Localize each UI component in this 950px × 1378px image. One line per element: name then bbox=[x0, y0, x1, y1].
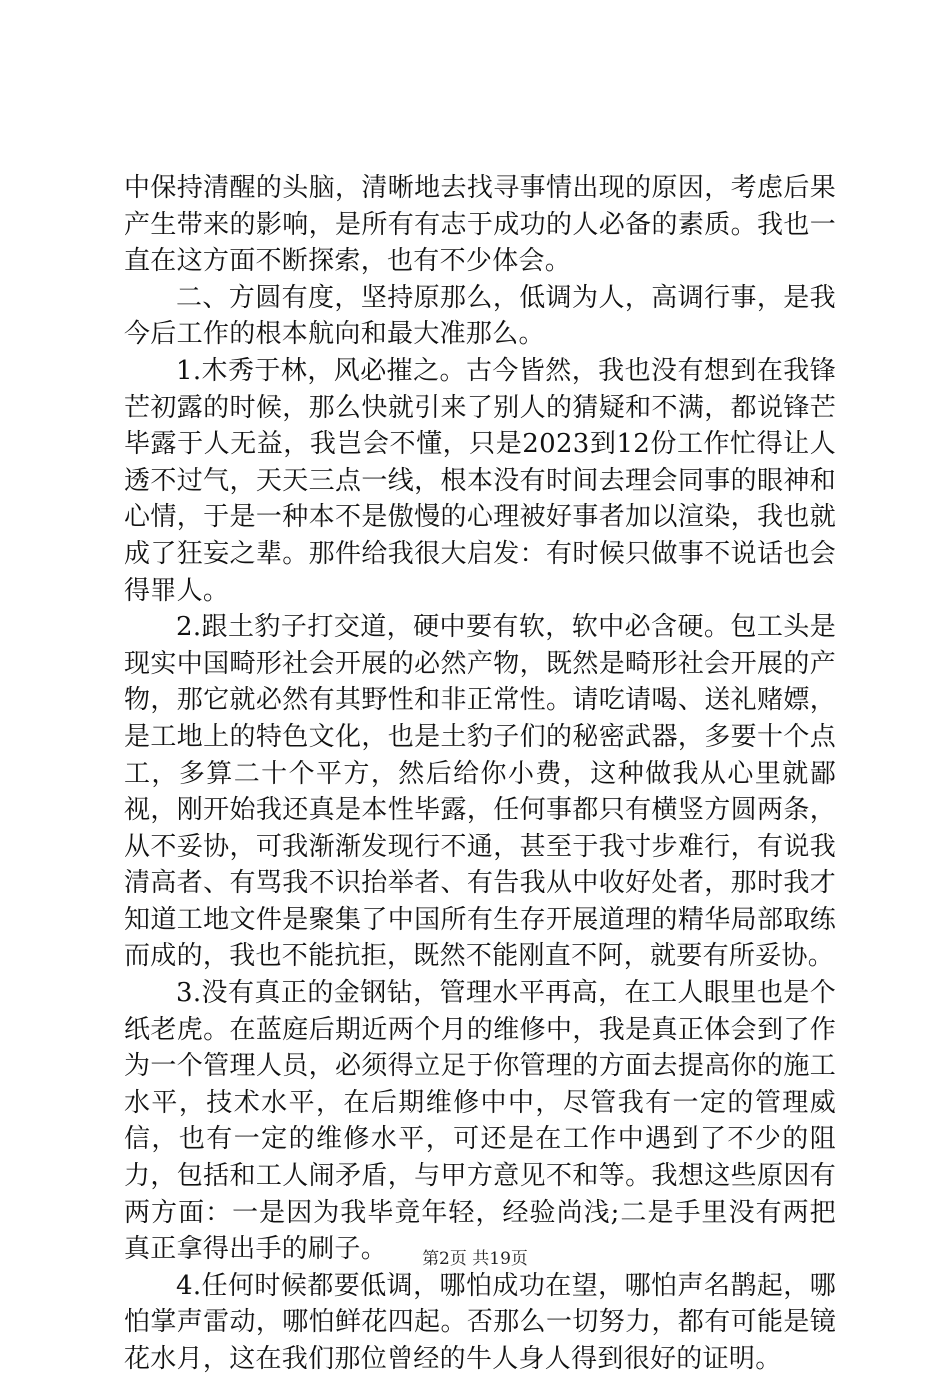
paragraph-point-3: 3.没有真正的金钢钻，管理水平再高，在工人眼里也是个纸老虎。在蓝庭后期近两个月的维修中，我是真正体会到了作为一个管理人员，必须得立足于你管理的方面去提高你的施工水平，技术水平，在后期维修中中，尽管我有一定的管理威信，也有一定的维修水平，可还是在工作中遇到了不少的阻力，包括和工人闹矛盾，与甲方意见不和等。我想这些原因有两方面：一是因为我毕竟年轻，经验尚浅;二是手里没有两把真正拿得出手的刷子。 bbox=[124, 978, 836, 1265]
paragraph-continuation: 中保持清醒的头脑，清晰地去找寻事情出现的原因，考虑后果产生带来的影响，是所有有志于成功的人必备的素质。我也一直在这方面不断探索，也有不少体会。 bbox=[124, 173, 836, 277]
page-footer: 第2页 共19页 bbox=[422, 1249, 528, 1269]
paragraph-point-2: 2.跟土豹子打交道，硬中要有软，软中必含硬。包工头是现实中国畸形社会开展的必然产物，既然是畸形社会开展的产物，那它就必然有其野性和非正常性。请吃请喝、送礼赌嫖，是工地上的特色文化，也是土豹子们的秘密武器，多要十个点工，多算二十个平方，然后给你小费，这种做我从心里就鄙视，刚开始我还真是本性毕露，任何事都只有横竖方圆两条，从不妥协，可我渐渐发现行不通，甚至于我寸步难行，有说我清高者、有骂我不识抬举者、有告我从中收好处者，那时我才知道工地文件是聚集了中国所有生存开展道理的精华局部取练而成的，我也不能抗拒，既然不能刚直不阿，就要有所妥协。 bbox=[124, 612, 836, 972]
paragraph-point-1: 1.木秀于林，风必摧之。古今皆然，我也没有想到在我锋芒初露的时候，那么快就引来了别人的猜疑和不满，都说锋芒毕露于人无益，我岂会不懂，只是2023到12份工作忙得让人透不过气，天天三点一线，根本没有时间去理会同事的眼神和心情，于是一种本不是傲慢的心理被好事者加以渲染，我也就成了狂妄之辈。那件给我很大启发：有时候只做事不说话也会得罪人。 bbox=[124, 355, 836, 606]
document-body bbox=[124, 170, 836, 1378]
paragraph-point-4: 4.任何时候都要低调，哪怕成功在望，哪怕声名鹊起，哪怕掌声雷动，哪怕鲜花四起。否那么一切努力，都有可能是镜花水月，这在我们那位曾经的牛人身人得到很好的证明。 bbox=[124, 1270, 836, 1374]
paragraph-section-two-heading: 二、方圆有度，坚持原那么，低调为人，高调行事，是我今后工作的根本航向和最大准那么。 bbox=[124, 282, 836, 350]
